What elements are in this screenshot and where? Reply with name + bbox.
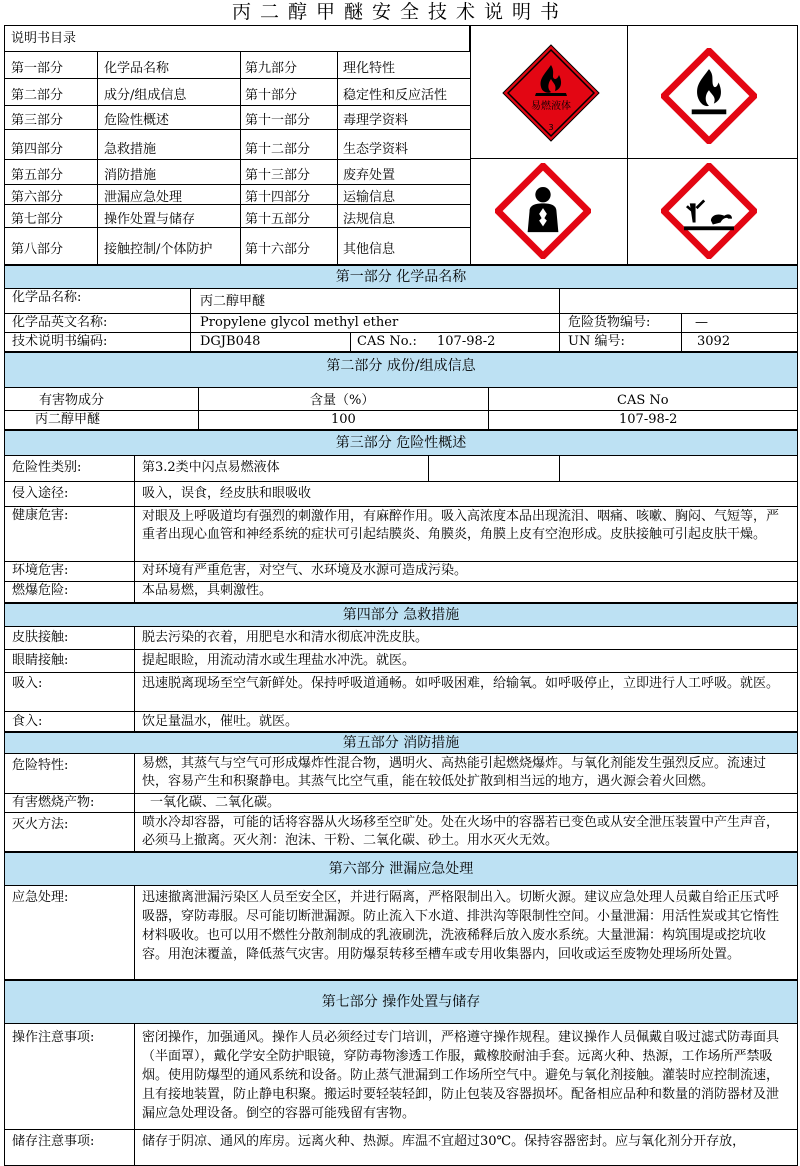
un-value: 3092 — [697, 334, 731, 349]
storage-row — [4, 1130, 798, 1166]
inhalation-value: 迅速脱离现场至空气新鲜处。保持呼吸道通畅。如呼吸困难，给输氧。如呼吸停止，立即进行人工呼吸。就医。 — [142, 676, 780, 691]
toc-title: 毒理学资料 — [343, 113, 409, 128]
un-label: UN 编号: — [568, 334, 625, 349]
section-3-header: 第三部分 危险性概述 — [4, 430, 798, 456]
skin-row — [4, 627, 798, 650]
explosion-label: 燃爆危险: — [12, 583, 69, 598]
composition-row — [4, 411, 798, 430]
toc-part: 第二部分 — [11, 88, 64, 103]
chemical-name-row — [4, 289, 798, 314]
eye-value: 提起眼睑，用流动清水或生理盐水冲洗。就医。 — [142, 653, 416, 668]
toc-part: 第十二部分 — [245, 142, 311, 157]
toc-title: 生态学资料 — [343, 142, 409, 157]
ingestion-label: 食入: — [12, 714, 43, 729]
hazard-class-number: 3 — [548, 123, 554, 132]
table-of-contents — [4, 25, 470, 265]
ingestion-value: 饮足量温水，催吐。就医。 — [142, 714, 299, 729]
toc-title: 接触控制/个体防护 — [104, 242, 213, 257]
section-1-header: 第一部分 化学品名称 — [4, 265, 798, 289]
emergency-label: 应急处理: — [12, 890, 69, 905]
composition-col-header: CAS No — [617, 393, 669, 408]
code-label: 技术说明书编码: — [12, 334, 108, 349]
toc-row — [4, 130, 470, 160]
composition-col-header: 含量（%） — [310, 393, 375, 408]
toc-part: 第七部分 — [11, 212, 64, 227]
toc-title: 化学品名称 — [104, 61, 170, 76]
environment-row — [4, 562, 798, 582]
health-label: 健康危害: — [12, 508, 69, 523]
toc-part: 第八部分 — [11, 242, 64, 257]
toc-part: 第十三部分 — [245, 168, 311, 183]
hazard-pictograms — [470, 25, 798, 265]
english-name-label: 化学品英文名称: — [12, 315, 108, 330]
section-5-header: 第五部分 消防措施 — [4, 732, 798, 754]
eye-label: 眼睛接触: — [12, 653, 69, 668]
cas-value: 107-98-2 — [437, 334, 496, 349]
toc-part: 第六部分 — [11, 190, 64, 205]
toc-heading: 说明书目录 — [4, 25, 470, 52]
storage-value: 储存于阴凉、通风的库房。远离火种、热源。库温不宜超过30℃。保持容器密封。应与氧化剂分开存放， — [142, 1134, 746, 1149]
extinguishing-label: 灭火方法: — [12, 817, 69, 832]
section-7-header: 第七部分 操作处置与储存 — [4, 980, 798, 1024]
toc-part: 第十四部分 — [245, 190, 311, 205]
flammable-label: 易燃液体 — [531, 101, 571, 112]
combustion-products-value: 一氧化碳、二氧化碳。 — [150, 795, 281, 810]
combustion-products-row — [4, 794, 798, 813]
toc-part: 第九部分 — [245, 61, 298, 76]
section-6-header: 第六部分 泄漏应急处理 — [4, 852, 798, 886]
skin-value: 脱去污染的衣着，用肥皂水和清水彻底冲洗皮肤。 — [142, 630, 429, 645]
chemical-name-value: 丙二醇甲醚 — [200, 294, 266, 309]
emergency-row — [4, 886, 798, 980]
hazard-class-value: 第3.2类中闪点易燃液体 — [142, 460, 280, 475]
operation-value: 密闭操作，加强通风。操作人员必须经过专门培训，严格遵守操作规程。建议操作人员佩戴自吸过滤式防毒面具（半面罩），戴化学安全防护眼镜，穿防毒物渗透工作服，戴橡胶耐油手套。远离火种、热源，工作场所严禁吸烟。使用防爆型的通风系统和设备。防止蒸气泄漏到工作场所空气中。避免与氧化剂接触。灌装时应控制流速，且有接地装置，防止静电积聚。搬运时要轻装轻卸，防止包装及容器损坏。配备相应品种和数量的消防器材及泄漏应急处理设备。倒空的容器可能残留有害物。 — [142, 1030, 780, 1121]
toc-part: 第十五部分 — [245, 212, 311, 227]
toc-title: 理化特性 — [343, 61, 396, 76]
health-row — [4, 507, 798, 562]
inhalation-label: 吸入: — [12, 676, 43, 691]
storage-label: 储存注意事项: — [12, 1134, 95, 1149]
toc-part: 第十一部分 — [245, 113, 311, 128]
toc-part: 第五部分 — [11, 168, 64, 183]
toc-title: 法规信息 — [343, 212, 396, 227]
toc-row — [4, 185, 470, 205]
fire-hazard-value: 易燃，其蒸气与空气可形成爆炸性混合物，遇明火、高热能引起燃烧爆炸。与氧化剂能发生强烈反应。流速过快，容易产生和积聚静电。其蒸气比空气重，能在较低处扩散到相当远的地方，遇火源会着火回燃。 — [142, 756, 767, 789]
operation-label: 操作注意事项: — [12, 1030, 95, 1045]
toc-row — [4, 106, 470, 130]
toc-row — [4, 160, 470, 185]
toc-title: 成分/组成信息 — [104, 88, 187, 103]
toc-row — [4, 228, 470, 265]
toc-title: 其他信息 — [343, 242, 396, 257]
skin-label: 皮肤接触: — [12, 630, 69, 645]
toc-part: 第四部分 — [11, 142, 64, 157]
toc-title: 泄漏应急处理 — [104, 190, 183, 205]
environment-ghs-icon — [661, 163, 757, 259]
flame-ghs-icon — [661, 48, 757, 144]
toc-row — [4, 205, 470, 228]
composition-cell: 丙二醇甲醚 — [35, 412, 101, 427]
fire-hazard-label: 危险特性: — [12, 758, 69, 773]
environment-value: 对环境有严重危害，对空气、水环境及水源可造成污染。 — [142, 563, 468, 578]
toc-title: 运输信息 — [343, 190, 396, 205]
composition-cell: 107-98-2 — [619, 412, 678, 427]
chemical-name-label: 化学品名称: — [12, 290, 82, 305]
composition-header-row — [4, 388, 798, 411]
hazard-class-label: 危险性类别: — [12, 460, 82, 475]
toc-title: 危险性概述 — [104, 113, 170, 128]
toc-title: 消防措施 — [104, 168, 157, 183]
dg-number-label: 危险货物编号: — [568, 315, 651, 330]
eye-row — [4, 650, 798, 673]
toc-part: 第十六部分 — [245, 242, 311, 257]
composition-cell: 100 — [331, 412, 356, 427]
extinguishing-row — [4, 813, 798, 852]
emergency-value: 迅速撤离泄漏污染区人员至安全区，并进行隔离，严格限制出入。切断火源。建议应急处理人员戴自给正压式呼吸器，穿防毒服。尽可能切断泄漏源。防止流入下水道、排洪沟等限制性空间。小量泄漏：用活性炭或其它惰性材料吸收。也可以用不燃性分散剂制成的乳液刷洗，洗液稀释后放入废水系统。大量泄漏：构筑围堤或挖坑收容。用泡沫覆盖，降低蒸气灾害。用防爆泵转移至槽车或专用收集器内，回收或运至废物处理场所处置。 — [142, 890, 780, 962]
english-name-row — [4, 314, 798, 333]
toc-part: 第三部分 — [11, 113, 64, 128]
route-value: 吸入，误食，经皮肤和眼吸收 — [142, 486, 312, 501]
operation-row — [4, 1024, 798, 1130]
fire-hazard-row — [4, 754, 798, 794]
dg-number-value: — — [695, 315, 708, 330]
flammable-liquid-diamond-icon — [501, 43, 601, 143]
explosion-row — [4, 582, 798, 603]
extinguishing-value: 喷水冷却容器，可能的话将容器从火场移至空旷处。处在火场中的容器若已变色或从安全泄压装置中产生声音，必须马上撤离。灭火剂：泡沫、干粉、二氧化碳、砂土。用水灭火无效。 — [142, 815, 780, 848]
toc-title: 急救措施 — [104, 142, 157, 157]
code-row — [4, 333, 798, 352]
toc-title: 废弃处置 — [343, 168, 396, 183]
toc-row — [4, 52, 470, 79]
cas-label: CAS No.: — [357, 334, 417, 349]
toc-row — [4, 79, 470, 106]
toc-title: 稳定性和反应活性 — [343, 88, 448, 103]
code-value: DGJB048 — [200, 334, 261, 349]
route-row — [4, 482, 798, 507]
section-2-header: 第二部分 成份/组成信息 — [4, 352, 798, 388]
toc-part: 第十部分 — [245, 88, 298, 103]
composition-col-header: 有害物成分 — [39, 393, 105, 408]
ingestion-row — [4, 712, 798, 732]
toc-title: 操作处置与储存 — [104, 212, 196, 227]
document-title: 丙二醇甲醚安全技术说明书 — [231, 1, 568, 23]
route-label: 侵入途径: — [12, 486, 69, 501]
toc-part: 第一部分 — [11, 61, 64, 76]
combustion-products-label: 有害燃烧产物: — [12, 795, 95, 810]
section-4-header: 第四部分 急救措施 — [4, 603, 798, 627]
hazard-class-row — [4, 456, 798, 482]
health-hazard-ghs-icon — [495, 163, 591, 259]
explosion-value: 本品易燃，具刺激性。 — [142, 583, 273, 598]
english-name-value: Propylene glycol methyl ether — [200, 315, 399, 330]
inhalation-row — [4, 673, 798, 712]
health-value: 对眼及上呼吸道均有强烈的刺激作用，有麻醉作用。吸入高浓度本品出现流泪、咽痛、咳嗽、胸闷、气短等，严重者出现心血管和神经系统的症状可引起结膜炎、角膜炎，角膜上皮有空泡形成。皮肤接触可引起皮肤干燥。 — [142, 509, 780, 542]
environment-label: 环境危害: — [12, 563, 69, 578]
